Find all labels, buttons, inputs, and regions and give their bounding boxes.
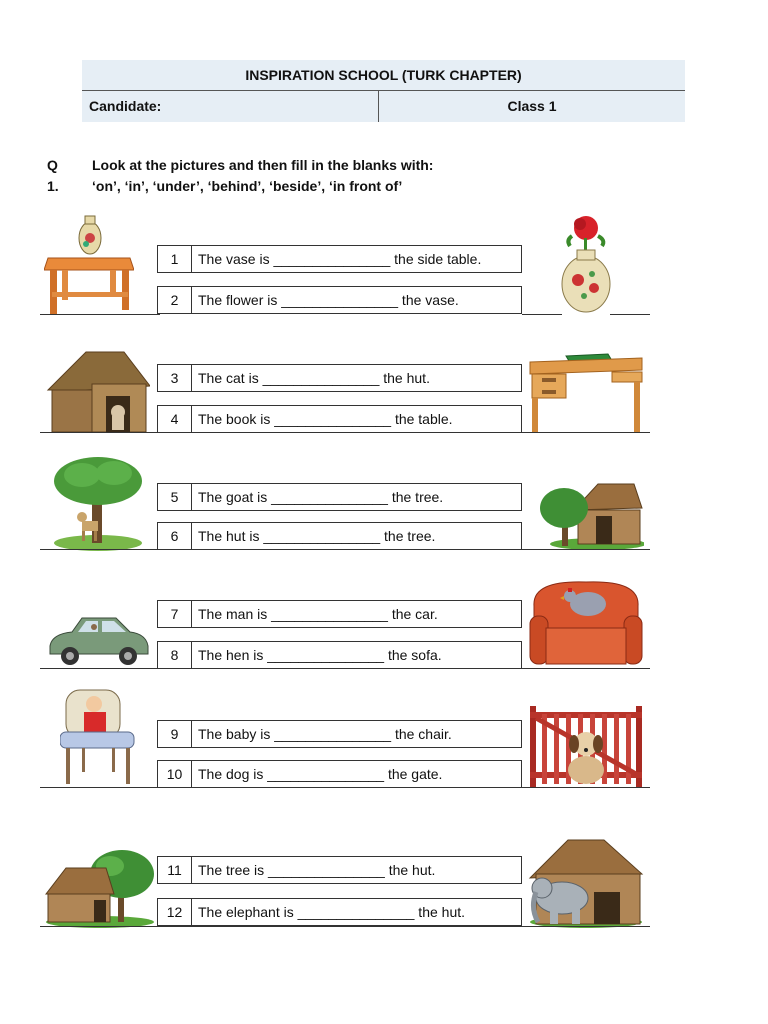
answer-line (40, 926, 650, 927)
item-sentence[interactable]: The cat is _______________ the hut. (198, 370, 430, 386)
goat-under-tree-picture (52, 455, 144, 551)
question-number: Q 1. (47, 157, 59, 194)
item-number: 11 (158, 857, 192, 883)
question-row (157, 720, 522, 748)
answer-line (40, 668, 160, 669)
item-number: 2 (158, 287, 192, 313)
answer-line (522, 668, 650, 669)
item-number: 9 (158, 721, 192, 747)
tree-behind-hut-picture (44, 848, 156, 928)
item-sentence[interactable]: The hen is _______________ the sofa. (198, 647, 442, 663)
question-line-2: ‘on’, ‘in’, ‘under’, ‘behind’, ‘beside’, ‘in front of’ (92, 178, 403, 194)
item-sentence[interactable]: The flower is _______________ the vase. (198, 292, 459, 308)
question-row (157, 641, 522, 669)
item-sentence[interactable]: The man is _______________ the car. (198, 606, 438, 622)
item-number: 1 (158, 246, 192, 272)
question-row (157, 856, 522, 884)
hen-on-sofa-picture (528, 576, 644, 670)
header-table (82, 60, 685, 122)
answer-line (40, 314, 160, 315)
item-number: 6 (158, 523, 192, 549)
answer-line (40, 549, 160, 550)
cat-in-hut-picture (46, 348, 150, 434)
item-number: 5 (158, 484, 192, 510)
elephant-in-front-of-hut-picture (528, 838, 644, 928)
question-row (157, 760, 522, 788)
vase-on-table-picture (44, 212, 134, 316)
question-row (157, 364, 522, 392)
question-line-1: Look at the pictures and then fill in the blanks with: (92, 157, 434, 173)
item-sentence[interactable]: The goat is _______________ the tree. (198, 489, 444, 505)
question-row (157, 898, 522, 926)
hut-beside-tree-picture (538, 480, 644, 550)
answer-line (522, 314, 562, 315)
question-row (157, 245, 522, 273)
item-sentence[interactable]: The tree is _______________ the hut. (198, 862, 436, 878)
item-number: 8 (158, 642, 192, 668)
class-label: Class 1 (507, 98, 557, 114)
man-in-car-picture (46, 612, 150, 668)
flower-in-vase-picture (558, 212, 618, 316)
item-number: 7 (158, 601, 192, 627)
item-number: 4 (158, 406, 192, 432)
item-number: 3 (158, 365, 192, 391)
question-row (157, 286, 522, 314)
baby-in-chair-picture (60, 688, 138, 788)
book-on-table-picture (528, 350, 644, 434)
header-row-2 (82, 91, 685, 122)
question-row (157, 405, 522, 433)
question-row (157, 483, 522, 511)
dog-in-front-of-gate-picture (528, 702, 644, 788)
answer-line (610, 314, 650, 315)
item-sentence[interactable]: The dog is _______________ the gate. (198, 766, 443, 782)
item-sentence[interactable]: The vase is _______________ the side table. (198, 251, 482, 267)
answer-line (522, 549, 650, 550)
item-number: 10 (158, 761, 192, 787)
question-text (92, 155, 433, 197)
candidate-label: Candidate: (89, 98, 162, 114)
item-sentence[interactable]: The hut is _______________ the tree. (198, 528, 436, 544)
item-sentence[interactable]: The baby is _______________ the chair. (198, 726, 452, 742)
question-row (157, 522, 522, 550)
item-number: 12 (158, 899, 192, 925)
item-sentence[interactable]: The elephant is _______________ the hut. (198, 904, 466, 920)
school-title: INSPIRATION SCHOOL (TURK CHAPTER) (82, 60, 685, 91)
item-sentence[interactable]: The book is _______________ the table. (198, 411, 453, 427)
question-row (157, 600, 522, 628)
